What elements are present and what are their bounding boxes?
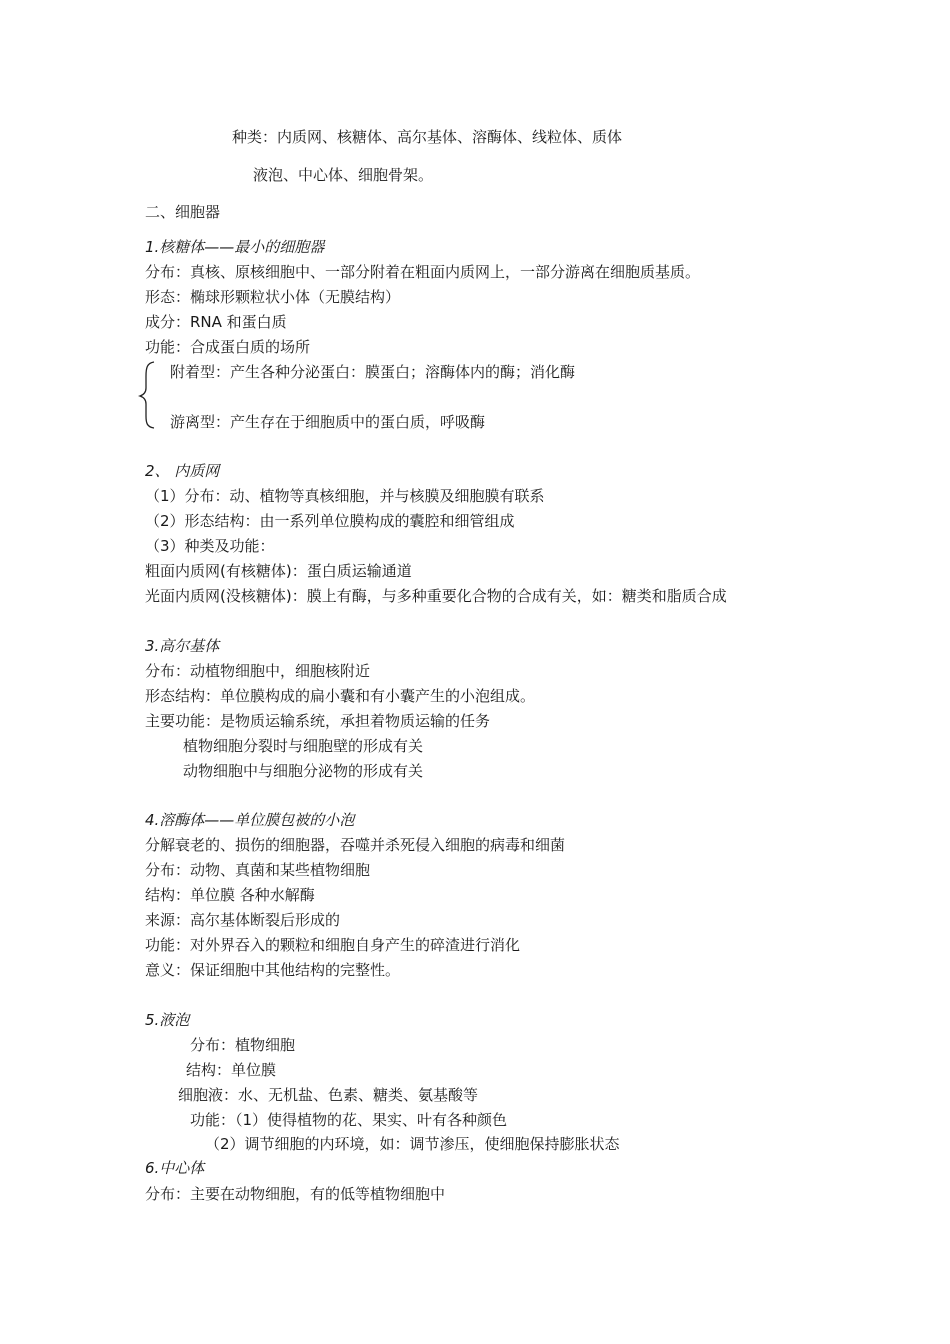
er-heading: 2、 内质网 bbox=[145, 462, 220, 480]
lysosome-description: 分解衰老的、损伤的细胞器，吞噬并杀死侵入细胞的病毒和细菌 bbox=[145, 836, 566, 854]
vacuole-structure: 结构：单位膜 bbox=[186, 1061, 277, 1079]
vacuole-distribution: 分布：植物细胞 bbox=[190, 1036, 296, 1054]
er-distribution: （1）分布：动、植物等真核细胞，并与核膜及细胞膜有联系 bbox=[145, 487, 545, 505]
lysosome-heading: 4.溶酶体——单位膜包被的小泡 bbox=[145, 811, 355, 829]
golgi-structure: 形态结构：单位膜构成的扁小囊和有小囊产生的小泡组成。 bbox=[145, 687, 536, 705]
ribosome-form: 形态：椭球形颗粒状小体（无膜结构） bbox=[145, 288, 401, 306]
vacuole-function-2: （2）调节细胞的内环境，如：调节渗压，使细胞保持膨胀状态 bbox=[205, 1135, 620, 1153]
ribosome-attached-type: 附着型：产生各种分泌蛋白：膜蛋白；溶酶体内的酶；消化酶 bbox=[170, 363, 576, 381]
curly-brace-icon bbox=[138, 360, 160, 430]
organelle-types-line-1: 种类：内质网、核糖体、高尔基体、溶酶体、线粒体、质体 bbox=[232, 128, 623, 146]
golgi-plant-role: 植物细胞分裂时与细胞壁的形成有关 bbox=[183, 737, 424, 755]
lysosome-distribution: 分布：动物、真菌和某些植物细胞 bbox=[145, 861, 371, 879]
vacuole-cell-sap: 细胞液：水、无机盐、色素、糖类、氨基酸等 bbox=[178, 1086, 479, 1104]
er-structure: （2）形态结构：由一系列单位膜构成的囊腔和细管组成 bbox=[145, 512, 515, 530]
ribosome-free-type: 游离型：产生存在于细胞质中的蛋白质，呼吸酶 bbox=[170, 413, 486, 431]
ribosome-function: 功能：合成蛋白质的场所 bbox=[145, 338, 311, 356]
lysosome-origin: 来源：高尔基体断裂后形成的 bbox=[145, 911, 341, 929]
ribosome-composition: 成分：RNA 和蛋白质 bbox=[145, 313, 287, 331]
lysosome-function: 功能：对外界吞入的颗粒和细胞自身产生的碎渣进行消化 bbox=[145, 936, 521, 954]
golgi-distribution: 分布：动植物细胞中，细胞核附近 bbox=[145, 662, 371, 680]
vacuole-function-1: 功能：（1）使得植物的花、果实、叶有各种颜色 bbox=[190, 1111, 508, 1129]
lysosome-structure: 结构：单位膜 各种水解酶 bbox=[145, 886, 315, 904]
golgi-animal-role: 动物细胞中与细胞分泌物的形成有关 bbox=[183, 762, 424, 780]
er-rough: 粗面内质网(有核糖体)：蛋白质运输通道 bbox=[145, 562, 412, 580]
centrosome-heading: 6.中心体 bbox=[145, 1159, 205, 1177]
golgi-heading: 3.高尔基体 bbox=[145, 637, 220, 655]
golgi-function: 主要功能：是物质运输系统，承担着物质运输的任务 bbox=[145, 712, 491, 730]
organelle-types-line-2: 液泡、中心体、细胞骨架。 bbox=[253, 166, 434, 184]
lysosome-significance: 意义：保证细胞中其他结构的完整性。 bbox=[145, 961, 401, 979]
er-types: （3）种类及功能： bbox=[145, 537, 275, 555]
section-title: 二、细胞器 bbox=[145, 203, 221, 221]
ribosome-distribution: 分布：真核、原核细胞中、一部分附着在粗面内质网上，一部分游离在细胞质基质。 bbox=[145, 263, 701, 281]
centrosome-distribution: 分布：主要在动物细胞，有的低等植物细胞中 bbox=[145, 1185, 446, 1203]
vacuole-heading: 5.液泡 bbox=[145, 1011, 190, 1029]
ribosome-heading: 1.核糖体——最小的细胞器 bbox=[145, 238, 325, 256]
er-smooth: 光面内质网(没核糖体)：膜上有酶，与多种重要化合物的合成有关，如：糖类和脂质合成 bbox=[145, 587, 727, 605]
